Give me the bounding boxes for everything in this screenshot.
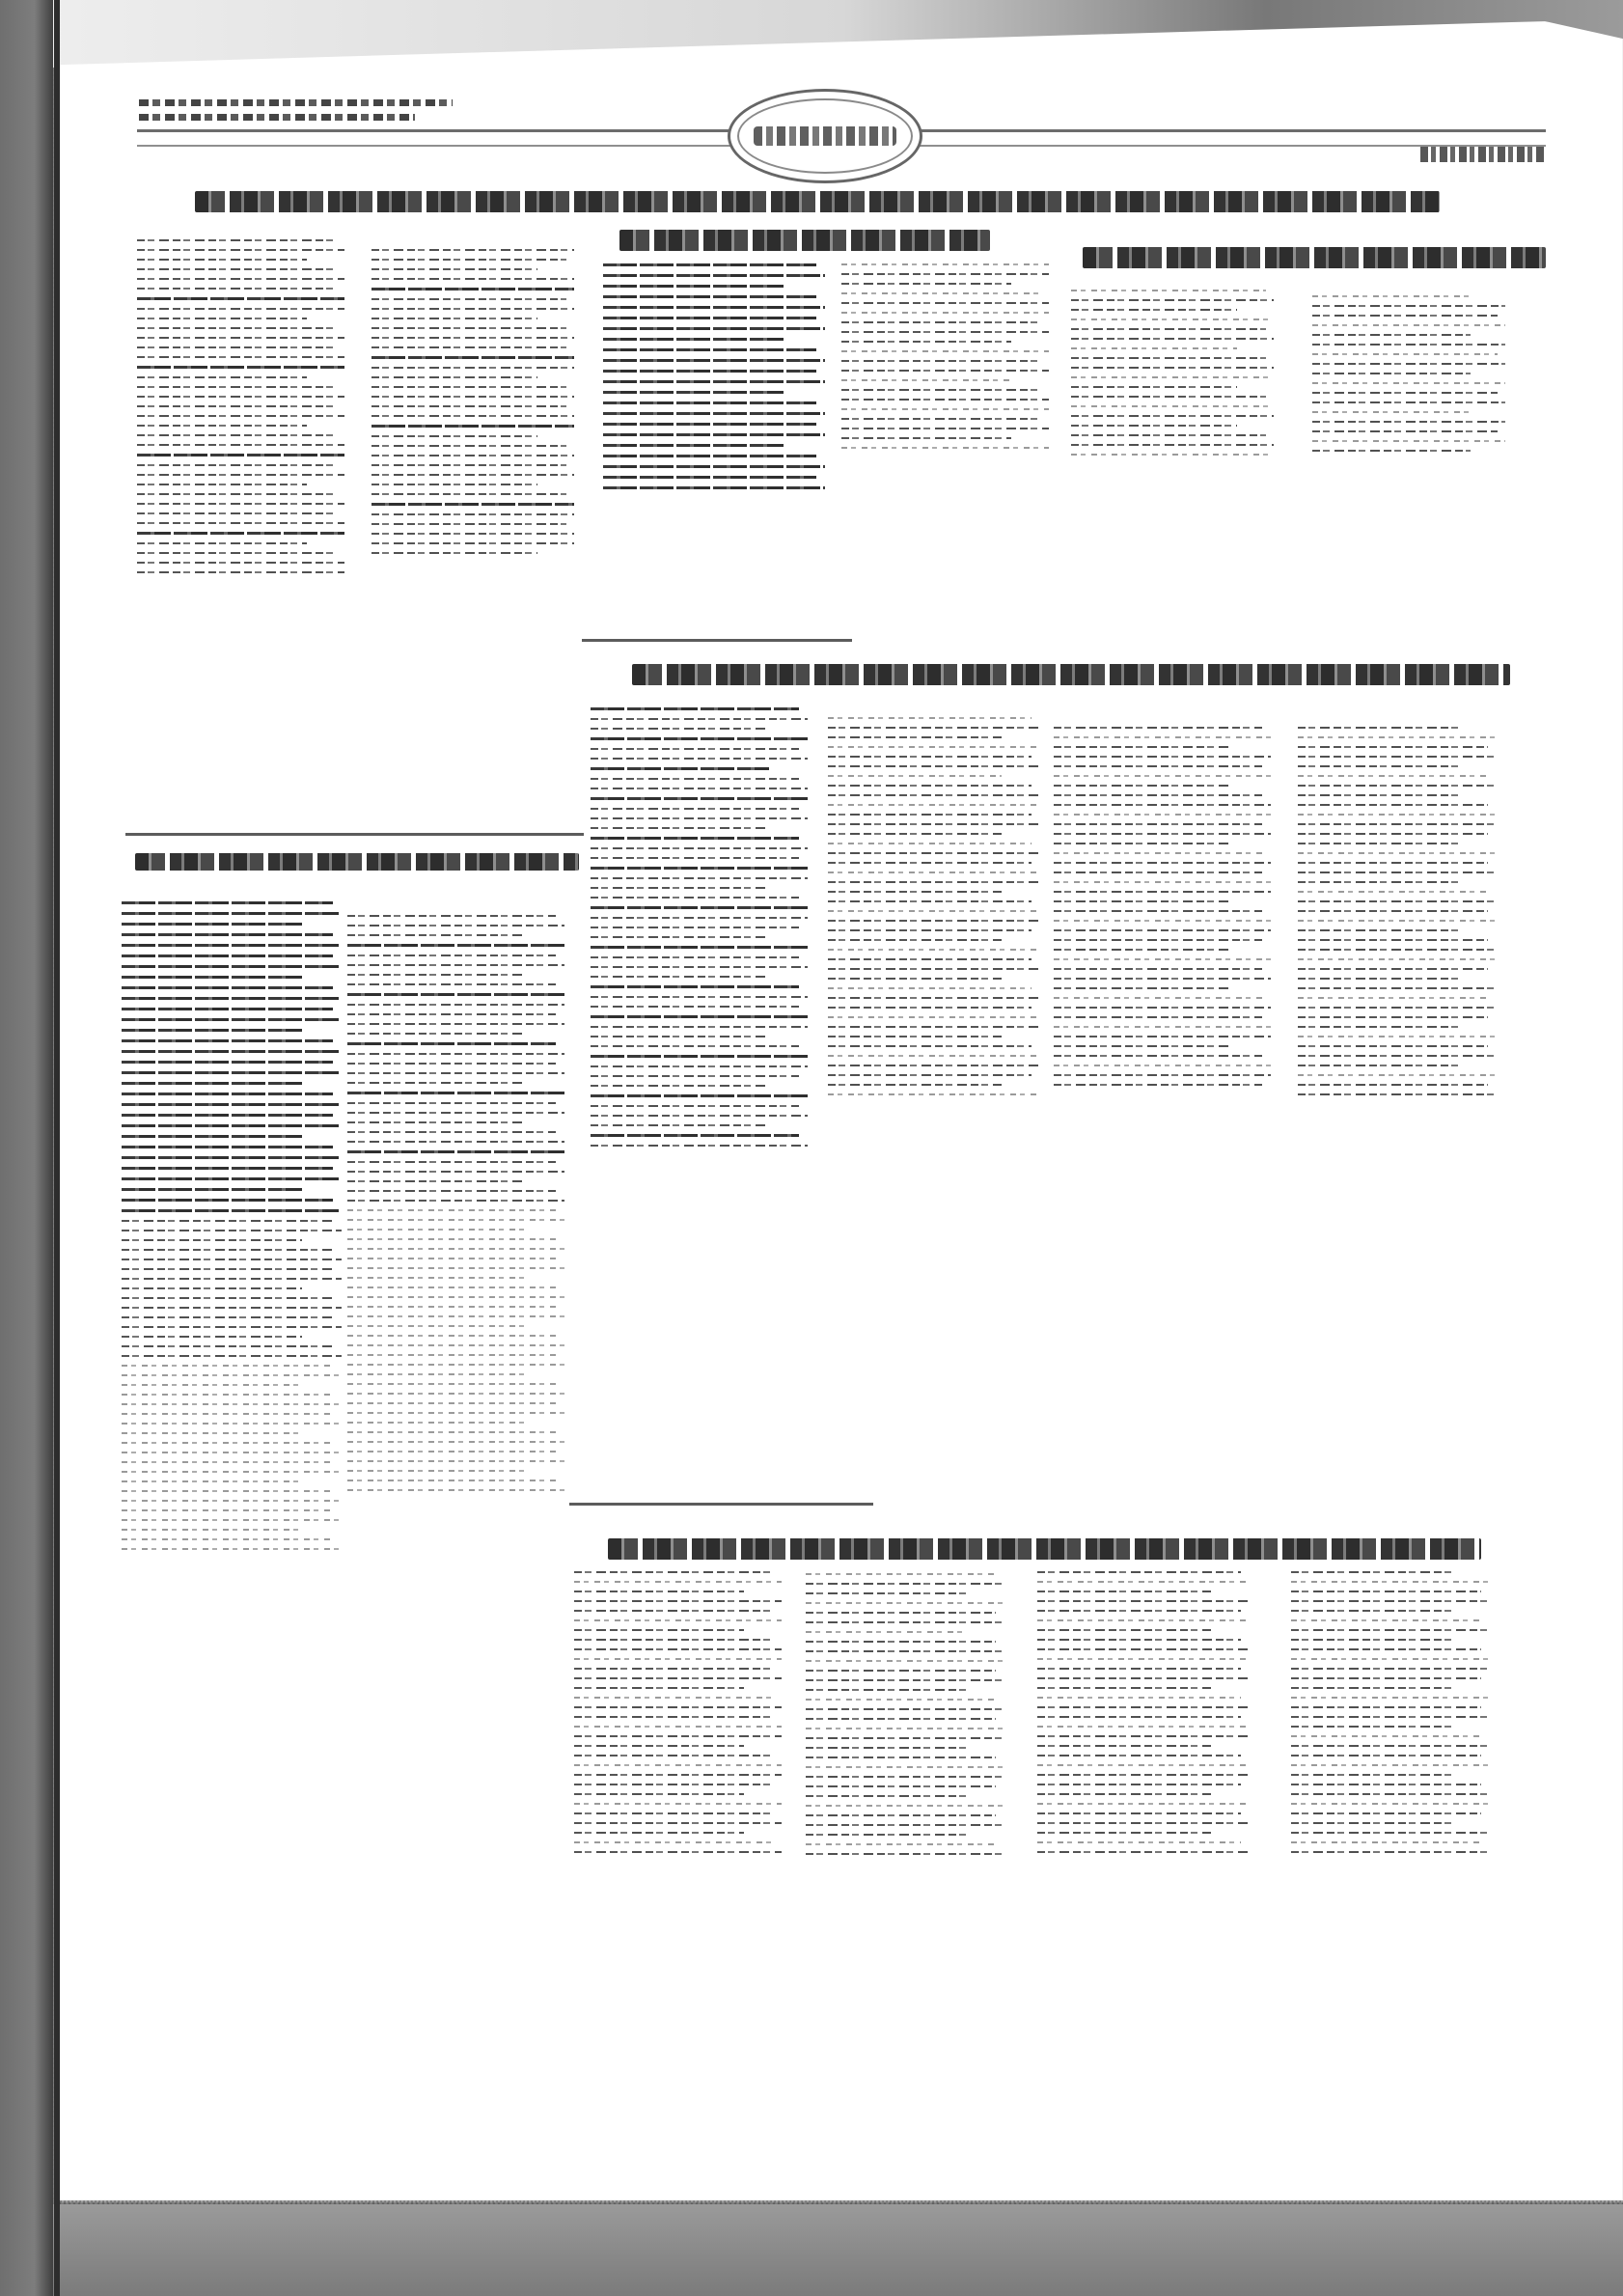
masthead xyxy=(137,89,1546,185)
masthead-emblem xyxy=(728,89,922,183)
section-rule-upper xyxy=(582,639,852,642)
headline-top-banner xyxy=(195,191,1440,212)
article-column xyxy=(603,256,825,632)
article-column xyxy=(371,241,574,820)
article-column xyxy=(1054,719,1271,1491)
headline-left-middle xyxy=(135,853,579,871)
article-column xyxy=(137,232,344,820)
headline-top-center xyxy=(619,230,990,251)
article-column xyxy=(347,907,564,2046)
article-column xyxy=(122,894,342,2047)
masthead-title xyxy=(754,126,896,146)
article-column xyxy=(591,700,808,1491)
headline-middle xyxy=(632,664,1510,685)
issue-line-2 xyxy=(139,114,415,121)
headline-bottom xyxy=(608,1538,1481,1560)
article-column xyxy=(1298,719,1496,1510)
article-column xyxy=(841,256,1049,637)
article-column xyxy=(1291,1563,1489,2085)
binding-margin xyxy=(0,0,53,2296)
binding-edge xyxy=(54,0,60,2296)
headline-top-right xyxy=(1083,247,1546,268)
section-label xyxy=(1420,147,1546,162)
article-column xyxy=(574,1563,782,2080)
section-rule-lower xyxy=(569,1503,873,1506)
section-rule-left xyxy=(125,833,584,836)
article-column xyxy=(1312,288,1505,630)
article-column xyxy=(806,1565,1004,2082)
article-column xyxy=(828,709,1040,1491)
article-column xyxy=(1071,282,1274,629)
issue-info xyxy=(139,97,453,129)
article-column xyxy=(1037,1563,1250,2080)
issue-line-1 xyxy=(139,99,453,106)
bottom-shadow xyxy=(0,2204,1623,2296)
